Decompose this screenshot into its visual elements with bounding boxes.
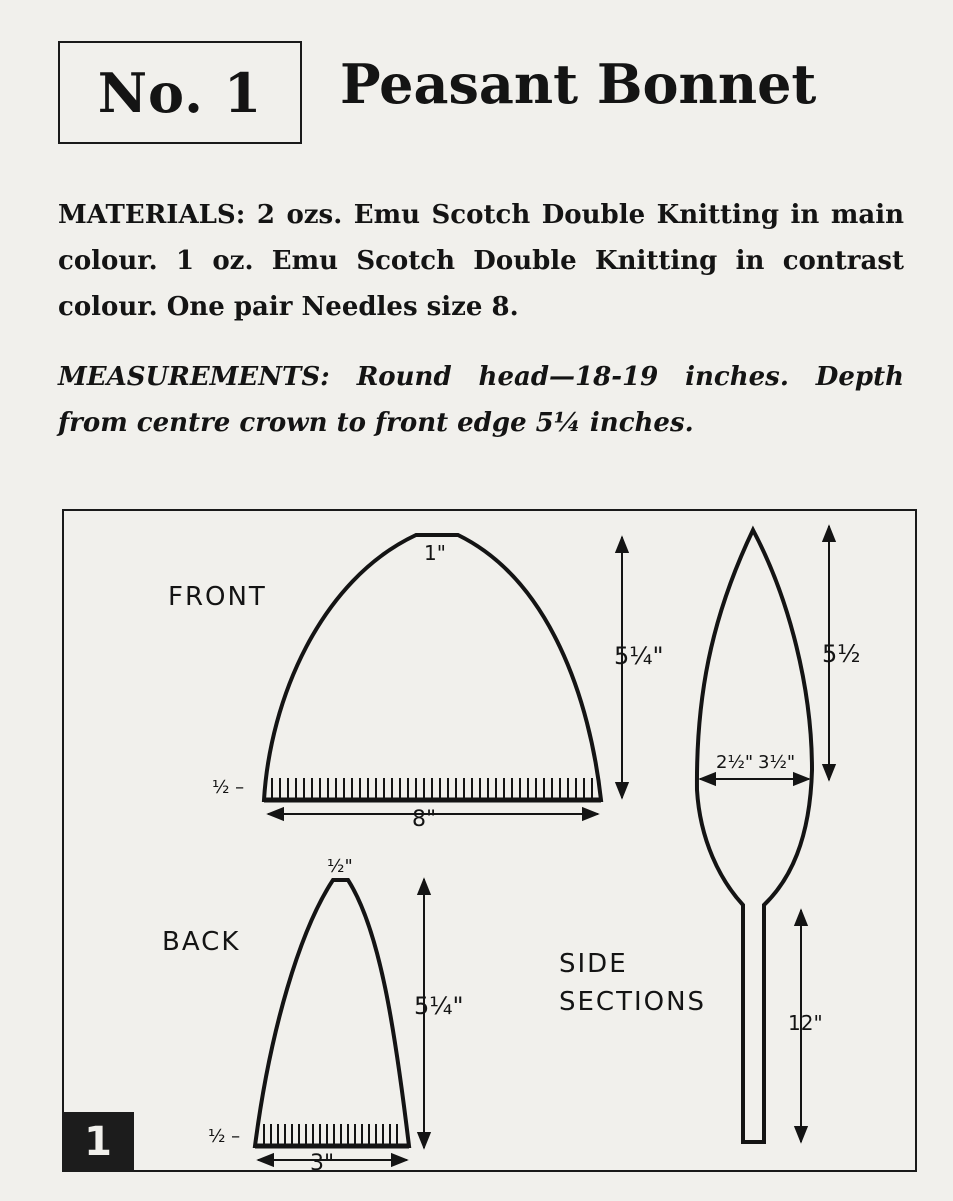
page-number-badge [62, 1112, 134, 1172]
side-label-line2: SECTIONS [559, 987, 707, 1017]
back-rib-label: ½ – [208, 1126, 241, 1147]
pattern-number: No. 1 [97, 60, 263, 125]
back-label: BACK [162, 927, 241, 957]
front-top-width: 1" [424, 541, 446, 565]
page-number: 1 [84, 1119, 112, 1165]
strap-length-label: 12" [788, 1011, 823, 1035]
back-outline [255, 880, 409, 1146]
front-piece [264, 535, 622, 814]
side-label-line1: SIDE [559, 949, 628, 979]
side-outline [697, 530, 812, 1142]
front-outline [264, 535, 601, 800]
back-piece [255, 879, 424, 1160]
front-rib-marks [272, 778, 592, 800]
materials-text: 2 ozs. Emu Scotch Double Knitting in main colour. 1 oz. Emu Scotch Double Knitting in contrast colour. One pair Needles size 8. [58, 200, 904, 322]
measurements-text: Round head—18-19 inches. Depth from centre crown to front edge 5¼ inches. [58, 362, 904, 438]
back-rib-marks [264, 1124, 397, 1146]
side-width-left: 2½" [716, 752, 754, 773]
front-height-label: 5¼" [614, 642, 664, 670]
side-piece [697, 526, 829, 1142]
back-top-width: ½" [327, 856, 353, 877]
back-height-label: 5¼" [414, 992, 464, 1020]
measurements-label: MEASUREMENTS: [58, 362, 330, 392]
side-length-label: 5½ [822, 640, 861, 668]
front-label: FRONT [168, 582, 267, 612]
front-rib-label: ½ – [212, 777, 245, 798]
front-bottom-width: 8" [412, 807, 437, 832]
side-width-right: 3½" [758, 752, 796, 773]
back-bottom-width: 3" [310, 1151, 335, 1176]
materials-label: MATERIALS: [58, 200, 246, 230]
pattern-title: Peasant Bonnet [340, 52, 817, 116]
